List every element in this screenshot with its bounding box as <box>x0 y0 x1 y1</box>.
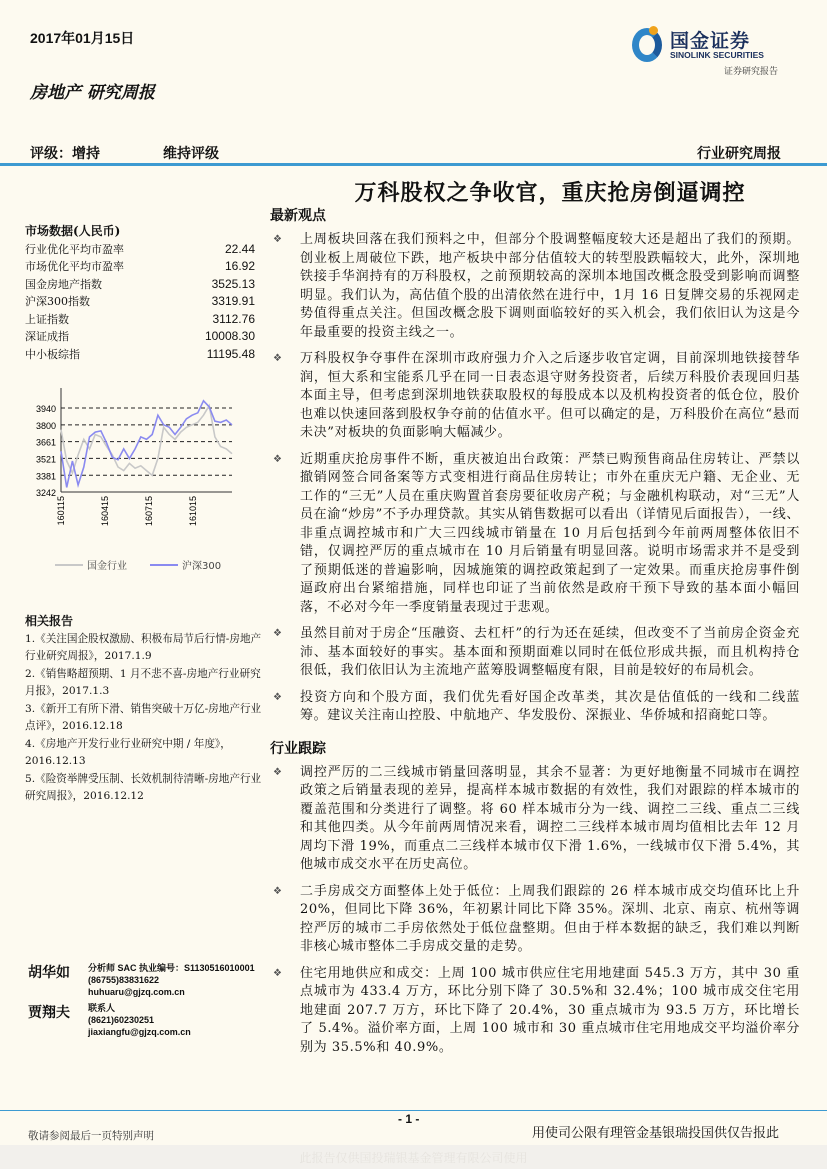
bullet-paragraph <box>270 451 800 618</box>
main-content <box>270 205 800 1065</box>
legend-label: 国金行业 <box>87 561 127 572</box>
paragraph-text: 近期重庆抢房事件不断，重庆被迫出台政策：严禁已购预售商品住房转让、严禁以撤销网签合同备案等方式变相进行商品住房转让；市外在重庆无户籍、无企业、无工作的“三无”人员在重庆购置首套房要征收房产税；与金融机构联动，对“三无”人员在渝“炒房”不予办理贷款。其实从销售数据可以看出（详情见后面报告），一线、非重点调控城市和广大三四线城市销量在 10 月后包括到今年前两周整体依旧不错，仅调控严厉的重点城市在 10 月后销量有明显回落。说明市场需求并不是受到了预期低迷的普遍影响，因城施策的调控政策起到了一定效果。而重庆抢房事件倒逼政府出台紧缩措施，同样也印证了当前依然是政府干预下导致的基本面小幅回落，不必对今年一季度销量表现过于悲观。 <box>300 451 800 615</box>
logo-dot-icon <box>649 26 658 35</box>
author-info <box>88 962 255 998</box>
diamond-bullet-icon: ❖ <box>273 234 282 245</box>
y-tick-label: 3661 <box>35 437 56 448</box>
report-type: 行业研究周报 <box>697 146 781 162</box>
watermark: 此报告仅供国投瑞银基金管理有限公司使用 <box>0 1145 827 1169</box>
paragraph-text: 万科股权争夺事件在深圳市政府强力介入之后逐步收官定调，目前深圳地铁接替华润，恒大系和宝能系几乎在同一日表态退守财务投资者，后续万科股价表现回归基本面主导，但考虑到深圳地铁获取股权的每股成本以及机构投资者的低仓位，股价也难以快速回落到股权争夺前的估值水平。但可以确定的是，万科股价在高位“悬而未决”对板块的负面影响大幅减少。 <box>300 351 800 440</box>
paragraph-text: 住宅用地供应和成交：上周 100 城市供应住宅用地建面 545.3 万方，其中 30 重点城市为 433.4 万方，环比分别下降了 30.5%和 32.4%；100 城市成交住宅用地建面 207.7 万方，环比下降了 20.4%，30 重点城市为 93.5 万方，环比增长了 5.4%。溢价率方面，上周 100 城市和 30 重点城市住宅用地成交平均溢价率分别为 35.5%和 40.9%。 <box>300 965 800 1055</box>
market-label: 行业优化平均市盈率 <box>25 242 124 256</box>
footer-notice: 用使司公限有理管金基银瑞投国供仅告报此 <box>531 1126 779 1141</box>
diamond-bullet-icon: ❖ <box>273 453 282 465</box>
sector-title: 房地产 研究周报 <box>30 83 155 103</box>
market-label: 沪深300指数 <box>25 295 90 309</box>
market-value: 3112.76 <box>212 311 255 326</box>
related-report-item: 3.《新开工有所下滑、销售突破十万亿-房地产行业点评》，2016.12.18 <box>25 703 262 732</box>
paragraph-text: 二手房成交方面整体上处于低位：上周我们跟踪的 26 样本城市成交均值环比上升 20%，但同比下降 36%，年初累计同比下降 35%。深圳、北京、南京、杭州等调控严厉的城市二手房依然处于低位盘整期。但由于样本数据的缺乏，我们难以判断非核心城市整体二手房成交量的走势。 <box>300 883 800 954</box>
bullet-paragraph <box>270 965 800 1058</box>
y-tick-label: 3940 <box>35 404 56 414</box>
rating-action: 维持评级 <box>163 146 219 162</box>
related-reports-title: 相关报告 <box>25 614 74 628</box>
market-value: 11195.48 <box>206 346 255 361</box>
section-title: 行业跟踪 <box>270 740 326 757</box>
paragraph-text: 投资方向和个股方面，我们优先看好国企改革类，其次是估值低的一线和二线蓝筹。建议关注南山控股、中航地产、华发股份、深振业、华侨城和招商蛇口等。 <box>300 689 800 723</box>
market-label: 深证成指 <box>25 330 69 344</box>
sinolink-logo <box>632 26 792 68</box>
y-tick-label: 3800 <box>35 420 56 431</box>
author-info <box>88 1002 191 1038</box>
market-label: 市场优化平均市盈率 <box>25 260 124 274</box>
author-info-line: (86755)83831622 <box>88 975 160 985</box>
bullet-paragraph <box>270 883 800 957</box>
legend-label: 沪深300 <box>182 561 222 572</box>
author <box>28 1002 278 1038</box>
market-value: 22.44 <box>224 241 255 256</box>
author-name: 胡华如 <box>28 965 70 981</box>
market-row <box>25 258 255 276</box>
related-report-item: 1.《关注国企股权激励、积极布局节后行情-房地产行业研究周报》，2017.1.9 <box>25 633 262 662</box>
related-report-item: 4.《房地产开发行业行业研究中期 / 年度》，2016.12.13 <box>25 738 231 767</box>
related-report-item: 5.《险资举牌受压制、长效机制待清晰-房地产行业研究周报》，2016.12.12 <box>25 773 262 802</box>
market-data-title: 市场数据(人民币) <box>25 224 121 238</box>
x-tick-label: 161015 <box>188 496 198 527</box>
authors <box>28 962 278 1042</box>
author-info-line: huhuaru@gjzq.com.cn <box>88 987 185 997</box>
logo-cn: 国金证券 <box>670 30 751 52</box>
market-row <box>25 240 255 258</box>
y-tick-label: 3242 <box>35 488 56 498</box>
market-row <box>25 275 255 293</box>
author-info-line: 分析师 SAC 执业编号：S1130516010001 <box>88 963 255 973</box>
logo-mark-icon <box>632 28 662 62</box>
diamond-bullet-icon: ❖ <box>273 353 282 364</box>
market-data-table <box>25 240 255 363</box>
author-info-line: (8621)60230251 <box>88 1015 155 1025</box>
diamond-bullet-icon: ❖ <box>273 691 282 703</box>
related-report-item: 2.《销售略超预期、1 月不悲不喜-房地产行业研究月报》，2017.1.3 <box>25 668 261 697</box>
footer-divider <box>0 1110 827 1111</box>
bullet-paragraph <box>270 764 800 875</box>
market-row <box>25 345 255 363</box>
market-row <box>25 328 255 346</box>
related-reports-list <box>25 631 265 806</box>
market-label: 上证指数 <box>25 312 69 326</box>
market-value: 3319.91 <box>211 294 255 309</box>
disclaimer-note: 敬请参阅最后一页特别声明 <box>28 1130 154 1142</box>
x-tick-label: 160715 <box>144 496 154 527</box>
paragraph-text: 调控严厉的二三线城市销量回落明显，其余不显著：为更好地衡量不同城市在调控政策之后销量表现的差异，提高样本城市数据的有效性，我们对跟踪的样本城市的覆盖范围和分类进行了调整。将 60 样本城市分为一线、调控二三线、重点二三线和其他四类。从今年前两周情况来看，调控二三线样本城市周均值相比去年 12 月周均下滑 19%，而重点二三线样本城市仅下滑 1.6%，一线城市仅下滑 5.4%，其他城市成交水平在历史高位。 <box>300 764 800 872</box>
diamond-bullet-icon: ❖ <box>273 766 282 778</box>
market-label: 中小板综指 <box>25 347 80 361</box>
market-value: 16.92 <box>224 259 255 274</box>
diamond-bullet-icon: ❖ <box>273 885 282 897</box>
report-title: 万科股权之争收官，重庆抢房倒逼调控 <box>354 180 746 206</box>
logo-en: SINOLINK SECURITIES <box>670 50 764 60</box>
bullet-paragraph <box>270 625 800 681</box>
section-title: 最新观点 <box>270 208 326 224</box>
diamond-bullet-icon: ❖ <box>273 967 282 979</box>
x-tick-label: 160115 <box>56 496 66 526</box>
series-line-0 <box>61 406 232 476</box>
paragraph-text: 虽然目前对于房企“压融资、去杠杆”的行为还在延续，但改变不了当前房企资金充沛、基本面较好的事实。基本面和预期面难以同时在低位形成共振，而且机构持仓很低，我们依旧认为主流地产蓝筹股调整幅度有限，目前是较好的布局机会。 <box>300 626 800 678</box>
logo-subtitle: 证券研究报告 <box>724 67 779 77</box>
market-label: 国金房地产指数 <box>25 277 102 291</box>
author <box>28 962 278 998</box>
rating: 评级：增持 <box>30 146 100 162</box>
header-divider <box>0 163 827 166</box>
author-name: 贾翔夫 <box>28 1005 70 1021</box>
y-tick-label: 3381 <box>35 471 56 482</box>
x-tick-label: 160415 <box>100 496 110 527</box>
market-row <box>25 310 255 328</box>
bullet-paragraph <box>270 350 800 443</box>
author-info-line: jiaxiangfu@gjzq.com.cn <box>88 1027 191 1037</box>
market-value: 3525.13 <box>211 276 255 291</box>
diamond-bullet-icon: ❖ <box>273 628 282 639</box>
bullet-paragraph <box>270 231 800 342</box>
author-info-line: 联系人 <box>88 1003 116 1013</box>
market-value: 10008.30 <box>204 329 255 344</box>
index-chart <box>0 380 270 580</box>
bullet-paragraph <box>270 689 800 726</box>
y-tick-label: 3521 <box>35 454 56 465</box>
page-number: - 1 - <box>398 1112 420 1126</box>
report-date: 2017年01月15日 <box>30 30 135 46</box>
market-row <box>25 293 255 311</box>
paragraph-text: 上周板块回落在我们预料之中，但部分个股调整幅度较大还是超出了我们的预期。创业板上周破位下跌，地产板块中部分估值较大的转型股跌幅较大，此外，深圳地铁接手华润持有的万科股权，之前预期较高的深圳本地国改概念股受到影响而调整明显。我们认为，高估值个股的出清依然在进行中，1月 16 日复牌交易的乐视网走势值得重点关注。但国改概念股下调则面临较好的买入机会，我们依旧认为这是今年最重要的投资主线之一。 <box>300 232 800 340</box>
